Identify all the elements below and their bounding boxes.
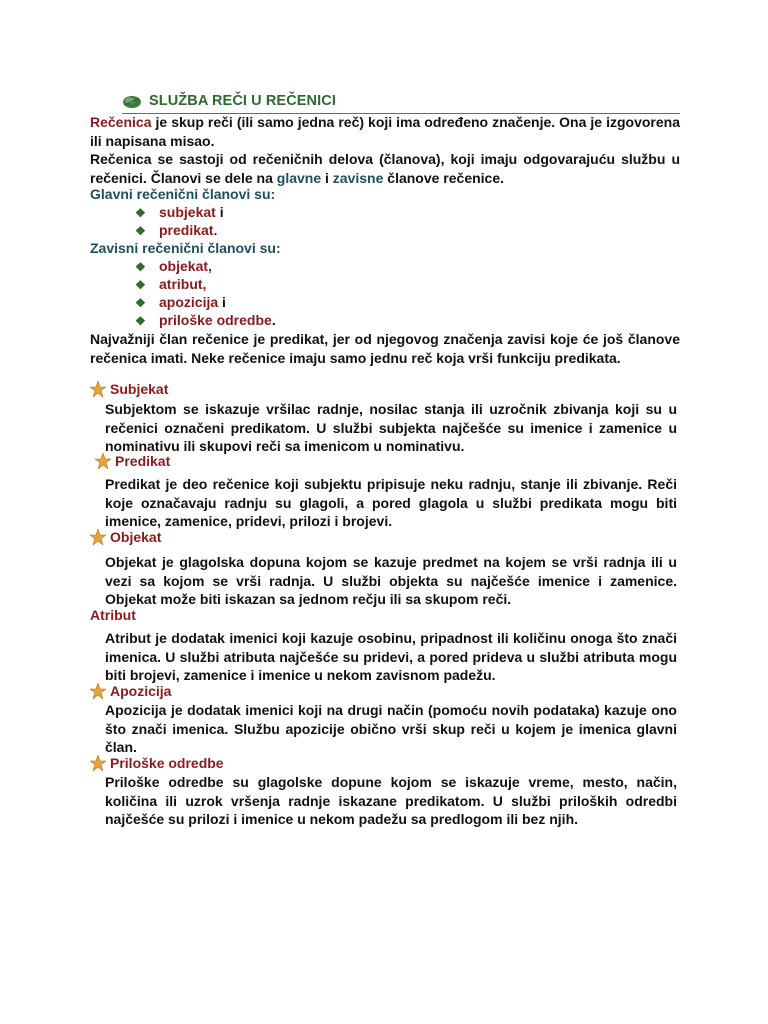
- intro-paragraph-1: [90, 113, 680, 150]
- term-recenica: Rečenica: [90, 114, 152, 130]
- section-heading-atribut: [90, 607, 136, 623]
- section-heading-text: Atribut: [90, 607, 136, 623]
- term-zavisne: zavisne: [332, 169, 384, 186]
- section-text-objekat: Objekat je glagolska dopuna kojom se kazuje predmet na kojem se vrši radnja ili u vezi sa kojom se vrši radnja. U službi objekta su najčešće imenice i zamenice. Objekat može biti iskazan sa jednom rečju ili sa skupom reči.: [105, 554, 677, 607]
- section-text-subjekat: Subjektom se iskazuje vršilac radnje, nosilac stanja ili uzročnik zbivanja koji su u rečenici označeni predikatom. U službi subjekta najčešće su imenice i zamenice u nominativu ili skupovi reči sa imenicom u nominativu.: [105, 401, 677, 454]
- intro-paragraph-2: [90, 150, 680, 187]
- page-title: SLUŽBA REČI U REČENICI: [149, 93, 336, 109]
- section-heading-subjekat: [90, 381, 168, 397]
- section-heading-apozicija: [90, 683, 171, 699]
- bullet-term: apozicija: [159, 294, 219, 310]
- bullet-term: predikat.: [159, 222, 218, 238]
- bullet-suffix: i: [218, 294, 226, 310]
- diamond-bullet-icon: ❖: [135, 296, 146, 310]
- diamond-bullet-icon: ❖: [135, 314, 146, 328]
- list-item: [135, 258, 212, 274]
- section-heading-objekat: [90, 529, 161, 545]
- list-item: [135, 312, 276, 328]
- section-heading-predikat: [95, 453, 170, 469]
- section-heading-text: Objekat: [110, 529, 162, 545]
- section-text-predikat: Predikat je deo rečenice koji subjektu pripisuje neku radnju, stanje ili zbivanje. Reči koje označavaju radnju su glagoli, a pored glagola u službi predikata mogu biti imenice, zamenice, pridevi, prilozi i brojevi.: [105, 476, 677, 529]
- bullet-term: objekat,: [159, 258, 212, 274]
- najvazniji-paragraph: Najvažniji član rečenice je predikat, jer od njegovog značenja zavisi koje će još članove rečenica imati. Neke rečenice imaju samo jednu reč koja vrši funkciju predikata.: [90, 331, 680, 366]
- star-icon: [90, 529, 106, 545]
- list-item: [135, 294, 226, 310]
- bullet-suffix: .: [271, 312, 276, 328]
- intro-text-a: Rečenica se sastoji od rečeničnih delova (članova), koji imaju odgovarajuću službu u rečenici. Članovi se dele na: [90, 151, 680, 186]
- intro-text-b: članove rečenice.: [383, 169, 505, 186]
- section-heading-priloske-odredbe: [90, 755, 224, 771]
- glavni-heading: Glavni rečenični članovi su:: [90, 186, 276, 202]
- section-text-apozicija: Apozicija je dodatak imenici koji na drugi način (pomoću novih podataka) kazuje ono što znači imenica. Službu apozicije obično vrši skup reči u kojem je imenica glavni član.: [105, 702, 677, 755]
- section-heading-text: Priloške odredbe: [110, 755, 224, 771]
- bullet-suffix: i: [215, 204, 224, 220]
- bullet-term: priloške odredbe: [159, 312, 272, 328]
- intro-and: i: [321, 169, 333, 186]
- bullet-term: atribut,: [159, 276, 207, 292]
- diamond-bullet-icon: ❖: [135, 206, 146, 220]
- star-icon: [90, 381, 106, 397]
- section-heading-text: Subjekat: [110, 381, 169, 397]
- intro-text: je skup reči (ili samo jedna reč) koji ima određeno značenje. Ona je izgovorena ili napisana misao.: [90, 114, 680, 149]
- bullet-term: subjekat: [159, 204, 216, 220]
- star-icon: [95, 453, 111, 469]
- diamond-bullet-icon: ❖: [135, 260, 146, 274]
- section-text-priloske-odredbe: Priloške odredbe su glagolske dopune kojom se iskazuje vreme, mesto, način, količina ili uzrok vršenja radnje iskazane predikatom. U službi priloških odredbi najčešće su prilozi i imenice u nekom padežu sa predlogom ili bez njih.: [105, 774, 677, 827]
- zavisni-heading: Zavisni rečenični članovi su:: [90, 240, 281, 256]
- star-icon: [90, 755, 106, 771]
- section-text-atribut: Atribut je dodatak imenici koji kazuje osobinu, pripadnost ili količinu onoga što znači imenica. U službi atributa najčešće su pridevi, a pored prideva u službi atributa mogu biti brojevi, zamenice i imenice u nekom zavisnom padežu.: [105, 630, 677, 683]
- section-heading-text: Apozicija: [110, 683, 172, 699]
- list-item: [135, 204, 224, 220]
- term-glavne: glavne: [276, 169, 322, 186]
- section-heading-text: Predikat: [115, 453, 171, 469]
- diamond-bullet-icon: ❖: [135, 278, 146, 292]
- star-icon: [90, 683, 106, 699]
- leaf-icon: [122, 95, 142, 109]
- list-item: [135, 276, 206, 292]
- title-row: [122, 93, 680, 114]
- list-item: [135, 222, 217, 238]
- diamond-bullet-icon: ❖: [135, 224, 146, 238]
